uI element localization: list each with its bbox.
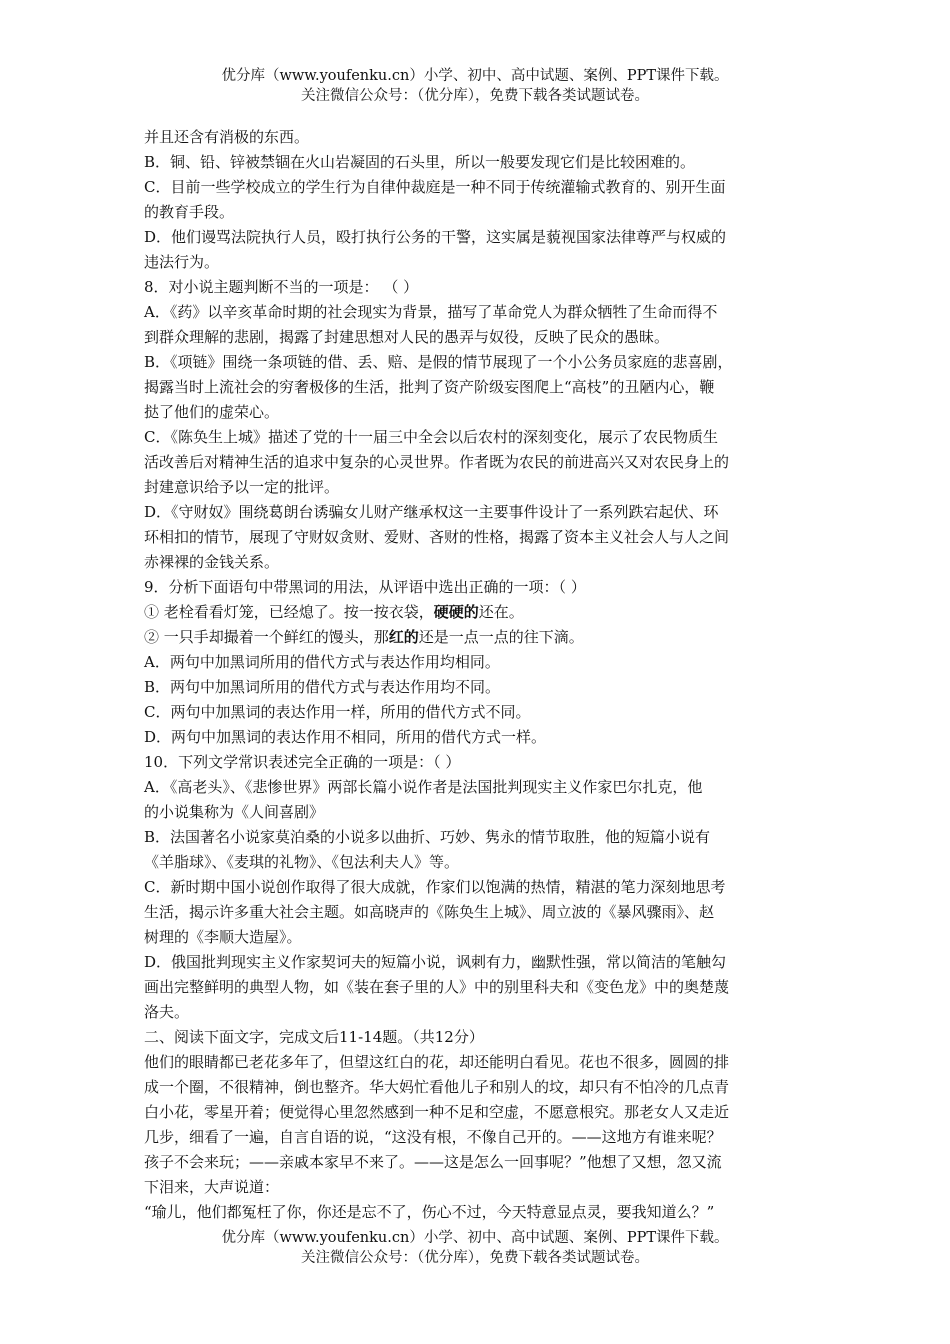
- passage-line: 下泪来，大声说道：: [144, 1178, 280, 1196]
- passage-line: “瑜儿，他们都冤枉了你，你还是忘不了，伤心不过，今天特意显点灵，要我知道么？”: [144, 1203, 715, 1221]
- example-sentence-2: [144, 625, 810, 650]
- text-line: D．他们谩骂法院执行人员，殴打执行公务的干警，这实属是藐视国家法律尊严与权威的: [144, 228, 727, 246]
- bold-word: 硬硬的: [433, 603, 479, 621]
- text-line: B．两句中加黑词所用的借代方式与表达作用均不同。: [144, 678, 501, 696]
- text-line: 封建意识给予以一定的批评。: [144, 478, 340, 496]
- text-line: 赤裸裸的金钱关系。: [144, 553, 280, 571]
- example-sentence-1: [144, 600, 810, 625]
- text-line: 生活，揭示许多重大社会主题。如高晓声的《陈奂生上城》、周立波的《暴风骤雨》、赵: [144, 903, 715, 921]
- passage-line: 他们的眼睛都已老花多年了，但望这红白的花，却还能明白看见。花也不很多，圆圆的排: [144, 1053, 730, 1071]
- text-line: B．法国著名小说家莫泊桑的小说多以曲折、巧妙、隽永的情节取胜，他的短篇小说有: [144, 828, 711, 846]
- text-line: 环相扣的情节，展现了守财奴贪财、爱财、吝财的性格，揭露了资本主义社会人与人之间: [144, 528, 730, 546]
- text-line: 并且还含有消极的东西。: [144, 128, 310, 146]
- text-line: B．《项链》围绕一条项链的借、丢、赔、是假的情节展现了一个小公务员家庭的悲喜剧，: [144, 353, 733, 371]
- footer-line-1: 优分库（www.youfenku.cn）小学、初中、高中试题、案例、PPT课件下载。: [221, 1230, 729, 1246]
- text-line: C．《陈奂生上城》描述了党的十一届三中全会以后农村的深刻变化，展示了农民物质生: [144, 428, 718, 446]
- question-10: 10．下列文学常识表述完全正确的一项是：（ ）: [144, 753, 461, 771]
- text-line: 画出完整鲜明的典型人物，如《装在套子里的人》中的别里科夫和《变色龙》中的奥楚蔑: [144, 978, 730, 996]
- page-footer: [0, 1228, 950, 1268]
- text-line: 《羊脂球》、《麦琪的礼物》、《包法利夫人》等。: [144, 853, 460, 871]
- text-line: 树理的《李顺大造屋》。: [144, 928, 302, 946]
- passage-line: 几步，细看了一遍，自言自语的说，“这没有根，不像自己开的。——这地方有谁来呢？: [144, 1128, 722, 1146]
- text-line: 的教育手段。: [144, 203, 235, 221]
- text-line: D．《守财奴》围绕葛朗台诱骗女儿财产继承权这一主要事件设计了一系列跌宕起伏、环: [144, 503, 719, 521]
- text-line: A．两句中加黑词所用的借代方式与表达作用均相同。: [144, 653, 500, 671]
- passage-line: 成一个圈，不很精神，倒也整齐。华大妈忙看他儿子和别人的坟，却只有不怕冷的几点青: [144, 1078, 730, 1096]
- bold-word: 红的: [388, 628, 419, 646]
- text-line: 挞了他们的虚荣心。: [144, 403, 280, 421]
- text-line: B．铜、铅、锌被禁锢在火山岩凝固的石头里，所以一般要发现它们是比较困难的。: [144, 153, 696, 171]
- document-body: [144, 125, 810, 1225]
- text-line: C．目前一些学校成立的学生行为自律仲裁庭是一种不同于传统灌输式教育的、别开生面: [144, 178, 726, 196]
- text-line: D．两句中加黑词的表达作用不相同，所用的借代方式一样。: [144, 728, 547, 746]
- text-line: A．《高老头》、《悲惨世界》两部长篇小说作者是法国批判现实主义作家巴尔扎克，他: [144, 778, 703, 796]
- text-line: D．俄国批判现实主义作家契诃夫的短篇小说，讽刺有力，幽默性强，常以简洁的笔触勾: [144, 953, 727, 971]
- text-line: C．新时期中国小说创作取得了很大成就，作家们以饱满的热情，精湛的笔力深刻地思考: [144, 878, 726, 896]
- passage-line: 白小花，零星开着；便觉得心里忽然感到一种不足和空虚，不愿意根究。那老女人又走近: [144, 1103, 730, 1121]
- text-line: 的小说集称为《人间喜剧》: [144, 803, 325, 821]
- text-line: 洛夫。: [144, 1003, 190, 1021]
- header-line-1: 优分库（www.youfenku.cn）小学、初中、高中试题、案例、PPT课件下载。: [221, 68, 729, 84]
- text-line: 揭露当时上流社会的穷奢极侈的生活，批判了资产阶级妄图爬上“高枝”的丑陋内心，鞭: [144, 378, 715, 396]
- text-line: 到群众理解的悲剧，揭露了封建思想对人民的愚弄与奴役，反映了民众的愚昧。: [144, 328, 670, 346]
- sentence-text: 还是一点一点的往下滴。: [418, 628, 584, 646]
- footer-line-2: 关注微信公众号：（优分库），免费下载各类试题试卷。: [301, 1250, 649, 1266]
- question-8: 8．对小说主题判断不当的一项是： （ ）: [144, 278, 419, 296]
- page-header: [0, 66, 950, 106]
- section-2-heading: 二、阅读下面文字，完成文后11-14题。（共12分）: [144, 1028, 484, 1046]
- question-9: 9．分析下面语句中带黑词的用法，从评语中选出正确的一项：（ ）: [144, 578, 586, 596]
- passage-line: 孩子不会来玩；——亲戚本家早不来了。——这是怎么一回事呢？”他想了又想，忽又流: [144, 1153, 722, 1171]
- sentence-text: 还在。: [478, 603, 524, 621]
- text-line: 违法行为。: [144, 253, 220, 271]
- sentence-text: ① 老栓看看灯笼，已经熄了。按一按衣袋，: [144, 603, 434, 621]
- text-line: A．《药》以辛亥革命时期的社会现实为背景，描写了革命党人为群众牺牲了生命而得不: [144, 303, 718, 321]
- header-line-2: 关注微信公众号：（优分库），免费下载各类试题试卷。: [301, 88, 649, 104]
- text-line: 活改善后对精神生活的追求中复杂的心灵世界。作者既为农民的前进高兴又对农民身上的: [144, 453, 730, 471]
- sentence-text: ② 一只手却撮着一个鲜红的馒头，那: [144, 628, 389, 646]
- text-line: C．两句中加黑词的表达作用一样，所用的借代方式不同。: [144, 703, 531, 721]
